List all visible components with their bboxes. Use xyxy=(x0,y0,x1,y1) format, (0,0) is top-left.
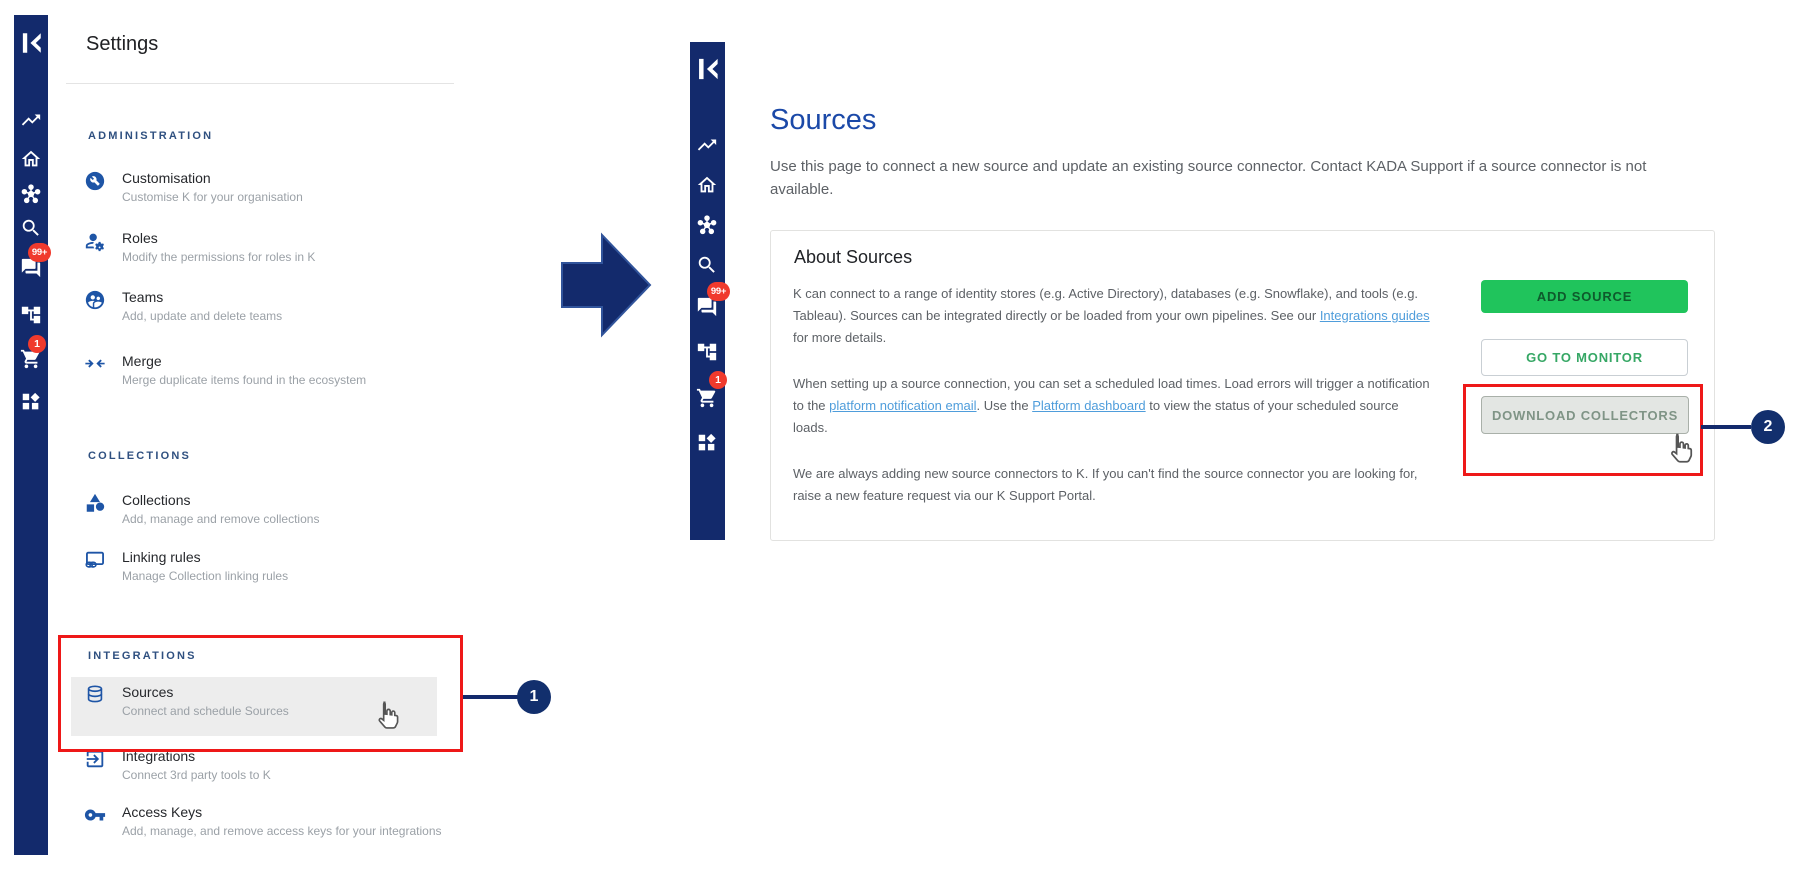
cart-badge: 1 xyxy=(28,335,46,353)
text-link[interactable]: Platform dashboard xyxy=(1032,398,1146,413)
settings-panel-title: Settings xyxy=(86,33,159,55)
trending-up-icon[interactable] xyxy=(696,134,718,156)
menu-item-label: Collections xyxy=(122,492,191,508)
menu-item-label: Merge xyxy=(122,353,162,369)
cart-icon[interactable] xyxy=(696,387,718,409)
shapes-icon xyxy=(84,492,106,514)
card-link-icon xyxy=(84,549,106,571)
text-link[interactable]: Integrations guides xyxy=(1319,308,1430,323)
about-paragraph xyxy=(793,283,1433,349)
section-header-administration: ADMINISTRATION xyxy=(88,130,214,142)
k-logo[interactable] xyxy=(694,54,721,84)
menu-item-label: Linking rules xyxy=(122,549,201,565)
hand-cursor-icon xyxy=(1660,428,1698,466)
text-link[interactable]: platform notification email xyxy=(829,398,977,413)
cluster-icon[interactable] xyxy=(696,214,718,236)
menu-item-teams[interactable] xyxy=(84,289,456,337)
text-segment: . Use the xyxy=(976,398,1033,413)
callout-2: 2 xyxy=(1751,410,1785,444)
section-header-collections: COLLECTIONS xyxy=(88,450,192,462)
menu-item-description: Merge duplicate items found in the ecosystem xyxy=(122,373,367,387)
page-title: Sources xyxy=(770,104,877,136)
left-nav-rail xyxy=(14,15,48,855)
menu-item-collections[interactable] xyxy=(84,492,456,540)
apps-icon[interactable] xyxy=(696,432,718,454)
right-nav-rail xyxy=(690,42,725,540)
menu-item-customisation[interactable] xyxy=(84,170,456,218)
page-description: Use this page to connect a new source and update an existing source connector. Contact KADA Support if a source connector is not available. xyxy=(770,158,1647,198)
menu-item-linking-rules[interactable] xyxy=(84,549,456,597)
menu-item-roles[interactable] xyxy=(84,230,456,278)
menu-item-description: Add, manage and remove collections xyxy=(122,512,320,526)
hand-cursor-icon xyxy=(368,696,404,732)
chat-badge: 99+ xyxy=(707,282,730,301)
home-icon[interactable] xyxy=(20,148,42,170)
menu-item-label: Teams xyxy=(122,289,164,305)
key-icon xyxy=(84,804,106,826)
card-title: About Sources xyxy=(794,247,913,267)
cluster-icon[interactable] xyxy=(20,183,42,205)
menu-item-description: Manage Collection linking rules xyxy=(122,569,289,583)
search-icon[interactable] xyxy=(696,254,718,276)
menu-item-description: Add, manage, and remove access keys for your integrations xyxy=(122,824,442,838)
menu-item-label: Customisation xyxy=(122,170,211,186)
menu-item-label: Integrations xyxy=(122,748,196,764)
go-to-monitor-button[interactable]: GO TO MONITOR xyxy=(1481,339,1688,376)
annotation-connector-2 xyxy=(1701,425,1751,429)
menu-item-label: Access Keys xyxy=(122,804,203,820)
annotation-connector-1 xyxy=(463,695,518,699)
about-paragraph xyxy=(793,463,1433,507)
menu-item-description: Connect 3rd party tools to K xyxy=(122,768,271,782)
chat-badge: 99+ xyxy=(28,243,51,262)
callout-1: 1 xyxy=(517,680,551,714)
text-segment: When setting up a source connection, you can set a scheduled load times. Load errors will trigger a notification to the xyxy=(793,376,1430,413)
menu-item-integrations[interactable] xyxy=(84,748,456,796)
menu-item-merge[interactable] xyxy=(84,353,456,401)
menu-item-description: Modify the permissions for roles in K xyxy=(122,250,316,264)
home-icon[interactable] xyxy=(696,174,718,196)
add-source-button[interactable]: ADD SOURCE xyxy=(1481,280,1688,313)
annotation-box-1 xyxy=(58,635,463,752)
text-segment: to view the status of your scheduled source loads. xyxy=(793,398,1399,435)
tree-icon[interactable] xyxy=(20,304,42,326)
cart-badge: 1 xyxy=(709,371,727,389)
menu-item-access-keys[interactable] xyxy=(84,804,456,852)
text-segment: K can connect to a range of identity stores (e.g. Active Directory), databases (e.g. Snowflake), and tools (e.g. Tableau). Sources can be integrated directly or be loaded from your own pipelines. See our xyxy=(793,286,1419,323)
divider xyxy=(66,83,454,84)
merge-arrows-icon xyxy=(84,353,106,375)
tree-icon[interactable] xyxy=(696,341,718,363)
person-gear-icon xyxy=(84,230,106,252)
card-body xyxy=(793,283,1433,531)
text-segment: We are always adding new source connectors to K. If you can't find the source connector you are looking for, raise a new feature request via our K Support Portal. xyxy=(793,466,1418,503)
people-circle-icon xyxy=(84,289,106,311)
k-logo[interactable] xyxy=(18,28,44,58)
menu-item-label: Roles xyxy=(122,230,158,246)
search-icon[interactable] xyxy=(20,217,42,239)
menu-item-label: Sources xyxy=(122,684,174,700)
transition-arrow xyxy=(556,229,656,339)
section-header-integrations: INTEGRATIONS xyxy=(88,650,197,662)
text-segment: for more details. xyxy=(793,330,887,345)
menu-item-description: Connect and schedule Sources xyxy=(122,704,289,718)
menu-item-description: Customise K for your organisation xyxy=(122,190,303,204)
apps-icon[interactable] xyxy=(20,391,42,413)
menu-item-description: Add, update and delete teams xyxy=(122,309,283,323)
about-paragraph xyxy=(793,373,1433,439)
download-collectors-button[interactable]: DOWNLOAD COLLECTORS xyxy=(1481,396,1689,434)
wrench-circle-icon xyxy=(84,170,106,192)
trending-up-icon[interactable] xyxy=(20,109,42,131)
